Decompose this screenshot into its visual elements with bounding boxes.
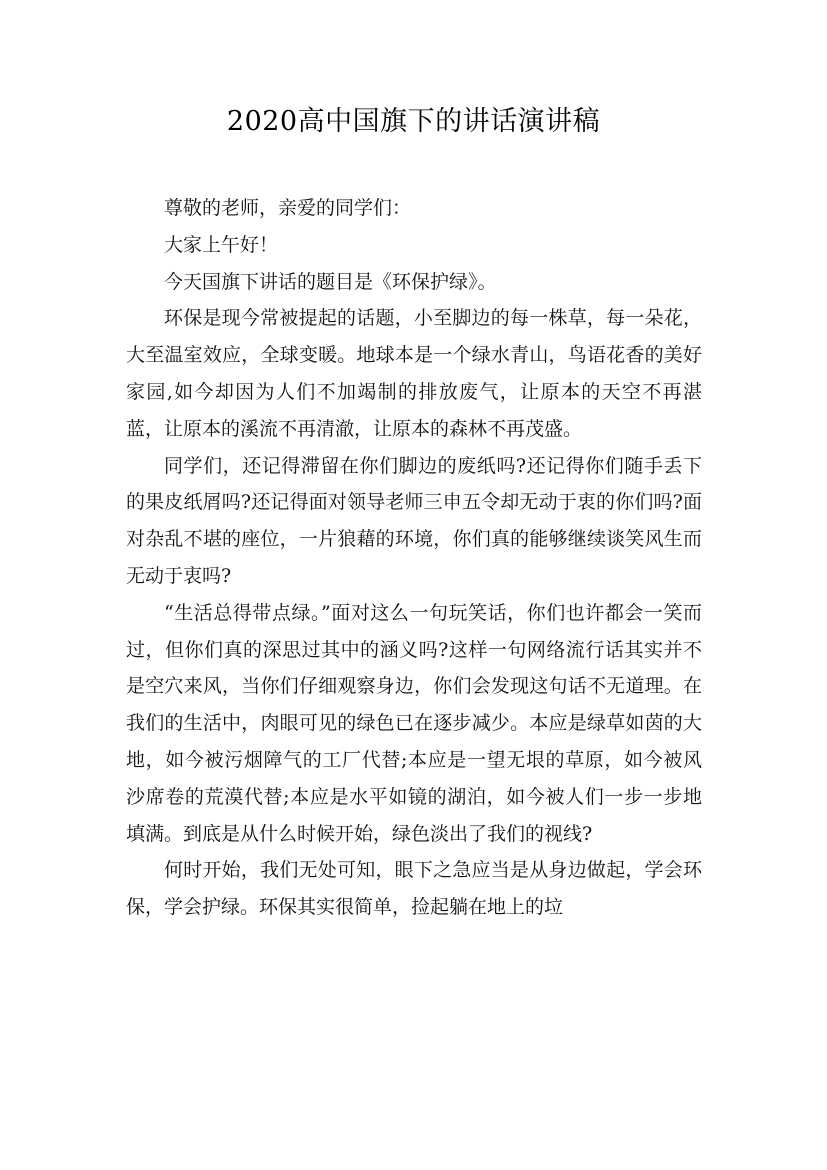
document-body [126, 190, 702, 926]
paragraph-topic: 今天国旗下讲话的题目是《环保护绿》。 [164, 270, 497, 293]
paragraph-greeting: 尊敬的老师，亲爱的同学们： [164, 197, 412, 219]
document-title: 2020高中国旗下的讲话演讲稿 [226, 106, 601, 137]
paragraph-classmates: 同学们，还记得滞留在你们脚边的废纸吗?还记得你们随手丢下的果皮纸屑吗?还记得面对领导老师三申五令却无动于衷的你们吗?面对杂乱不堪的座位，一片狼藉的环境，你们真的能够继续谈笑风生而无动于衷吗? [126, 454, 702, 587]
paragraph-hello: 大家上午好！ [164, 233, 279, 256]
paragraph-green-life: “生活总得带点绿。”面对这么一句玩笑话，你们也许都会一笑而过，但你们真的深思过其中的涵义吗?这样一句网络流行话其实并不是空穴来风，当你们仔细观察身边，你们会发现这句话不无道理。在我们的生活中，肉眼可见的绿色已在逐步减少。本应是绿草如茵的大地，如今被污烟障气的工厂代替;本应是一望无垠的草原，如今被风沙席卷的荒漠代替;本应是水平如镜的湖泊，如今被人们一步一步地填满。到底是从什么时候开始，绿色淡出了我们的视线? [126, 601, 702, 845]
paragraph-action: 何时开始，我们无处可知，眼下之急应当是从身边做起，学会环保，学会护绿。环保其实很简单，捡起躺在地上的垃 [126, 859, 702, 919]
paragraph-environment: 环保是现今常被提起的话题，小至脚边的每一株草，每一朵花，大至温室效应，全球变暖。地球本是一个绿水青山，鸟语花香的美好家园,如今却因为人们不加竭制的排放废气，让原本的天空不再湛蓝，让原本的溪流不再清澈，让原本的森林不再茂盛。 [126, 307, 702, 440]
